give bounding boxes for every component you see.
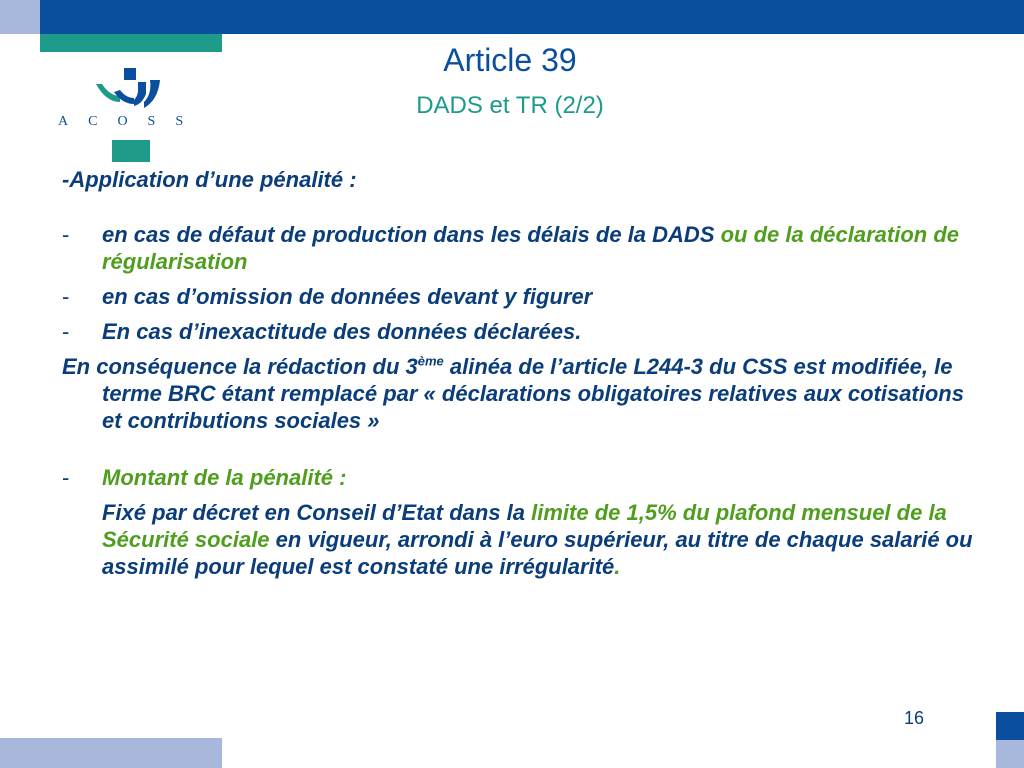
penalty-p2: en vigueur, arrondi à l’euro supérieur, au titre de chaque salarié ou assimilé pour lequel est constaté une irrégularité bbox=[102, 527, 973, 579]
slide-subtitle: DADS et TR (2/2) bbox=[416, 92, 604, 119]
slide-title: Article 39 bbox=[443, 42, 577, 78]
decor-top-bar bbox=[40, 0, 1024, 34]
penalty-heading-item bbox=[62, 464, 982, 491]
acoss-logo-icon bbox=[50, 62, 220, 112]
bullet-item bbox=[62, 283, 982, 310]
bullet-text: en cas de défaut de production dans les délais de la DADS bbox=[102, 222, 721, 247]
intro-line: -Application d’une pénalité : bbox=[62, 167, 357, 192]
bullet-dash: - bbox=[62, 222, 70, 247]
decor-bottom-right-block bbox=[996, 712, 1024, 740]
decor-top-left-block bbox=[0, 0, 40, 34]
penalty-paragraph bbox=[62, 499, 982, 580]
bullet-text: En cas d’inexactitude des données déclarées. bbox=[102, 319, 582, 344]
bullet-dash: - bbox=[62, 284, 70, 309]
penalty-end: . bbox=[614, 554, 621, 579]
decor-bottom-left-bar bbox=[0, 738, 222, 768]
bullet-item bbox=[62, 221, 982, 275]
slide-content bbox=[62, 166, 982, 580]
consequence-pre: En conséquence la rédaction du 3 bbox=[62, 354, 418, 379]
consequence-sup: ème bbox=[417, 353, 444, 369]
bullet-item bbox=[62, 318, 982, 345]
decor-green-bar bbox=[40, 34, 222, 52]
decor-bottom-right-block-light bbox=[996, 740, 1024, 768]
bullet-text: en cas d’omission de données devant y figurer bbox=[102, 284, 593, 309]
penalty-heading: Montant de la pénalité : bbox=[102, 465, 347, 490]
bullet-green-text: ou de la déclaration de régularisation bbox=[102, 222, 959, 274]
acoss-logo bbox=[50, 62, 220, 134]
penalty-p1: Fixé par décret en Conseil d’Etat dans la bbox=[102, 500, 532, 525]
decor-green-square bbox=[112, 140, 150, 162]
page-number: 16 bbox=[904, 708, 925, 728]
consequence-post: alinéa de l’article L244-3 du CSS est modifiée, le terme BRC étant remplacé par « déclarations obligatoires relatives aux cotisations et contributions sociales » bbox=[102, 354, 964, 433]
consequence-paragraph bbox=[62, 353, 982, 434]
bullet-dash: - bbox=[62, 319, 70, 344]
penalty-green: limite de 1,5% du plafond mensuel de la Sécurité sociale bbox=[102, 500, 947, 552]
penalty-dash: - bbox=[62, 465, 70, 490]
logo-text: ACOSS bbox=[58, 114, 204, 129]
